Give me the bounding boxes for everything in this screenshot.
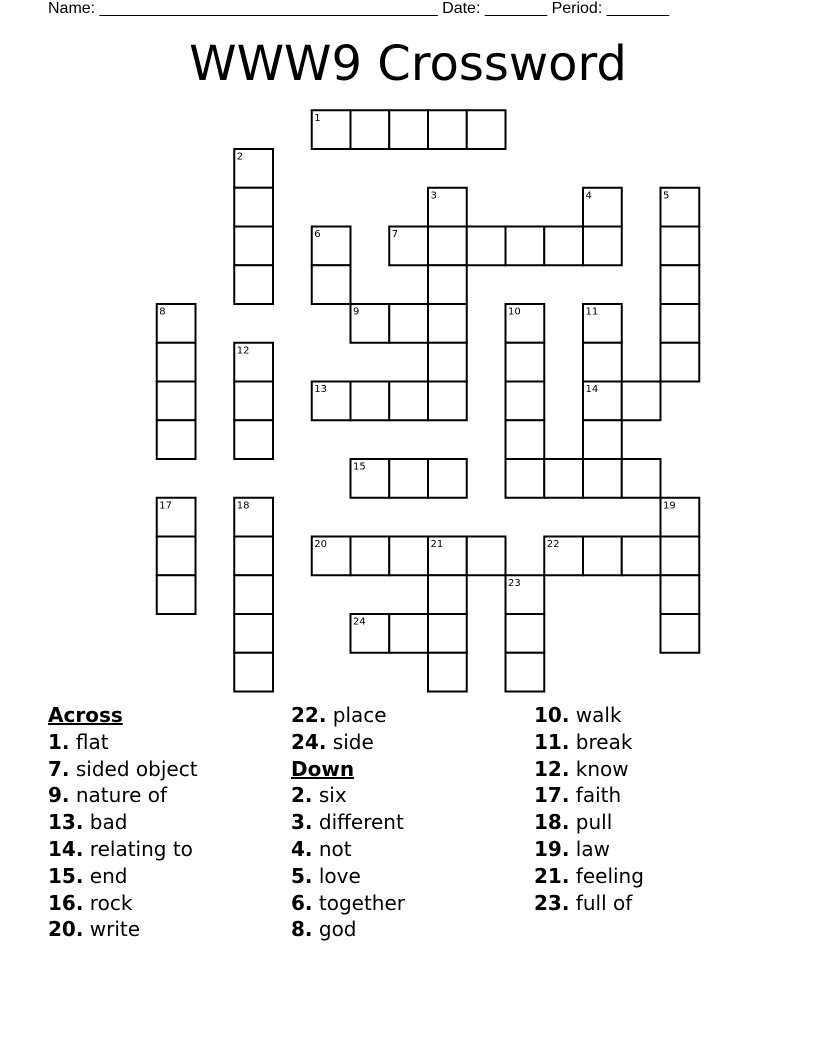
grid-cell[interactable] — [428, 459, 467, 498]
cell-number: 6 — [314, 229, 321, 240]
clue-number: 20. — [48, 917, 84, 942]
clue-number: 17. — [534, 783, 570, 808]
cell-number: 22 — [546, 539, 560, 550]
grid-cell[interactable] — [506, 459, 545, 498]
grid-cell[interactable] — [351, 537, 390, 576]
clue-down-6 — [291, 890, 405, 917]
grid-cell[interactable] — [428, 653, 467, 692]
grid-cell[interactable] — [661, 304, 700, 343]
grid-cell[interactable] — [157, 498, 196, 537]
clue-number: 12. — [534, 756, 570, 781]
grid-cell[interactable] — [506, 304, 545, 343]
clue-across-15 — [48, 863, 198, 890]
clue-number: 18. — [534, 810, 570, 835]
clue-down-3 — [291, 809, 405, 836]
clue-down-21 — [534, 863, 644, 890]
clue-down-10 — [534, 702, 644, 729]
grid-cell[interactable] — [428, 343, 467, 382]
clue-number: 21. — [534, 863, 570, 888]
clue-text: full of — [575, 890, 633, 915]
grid-cell[interactable] — [389, 227, 428, 266]
grid-cell[interactable] — [428, 188, 467, 227]
clue-column-1 — [48, 702, 198, 943]
clue-text: flat — [75, 729, 109, 754]
clue-down-19 — [534, 836, 644, 863]
clue-down-18 — [534, 809, 644, 836]
grid-cell[interactable] — [661, 537, 700, 576]
clue-down-23 — [534, 890, 644, 917]
clue-across-9 — [48, 782, 198, 809]
cell-number: 15 — [353, 461, 366, 473]
clue-text: god — [318, 917, 357, 942]
clue-across-16 — [48, 890, 198, 917]
grid-cell[interactable] — [506, 382, 545, 421]
clue-down-4 — [291, 836, 405, 863]
clue-number: 15. — [48, 863, 84, 888]
cell-number: 10 — [508, 306, 521, 318]
grid-cell[interactable] — [234, 537, 273, 576]
grid-cell[interactable] — [506, 420, 545, 459]
grid-cell[interactable] — [544, 537, 583, 576]
cell-number: 5 — [663, 190, 670, 202]
grid-cell[interactable] — [583, 459, 622, 498]
grid-cell[interactable] — [157, 382, 196, 421]
cell-number: 3 — [430, 190, 437, 202]
grid-cell[interactable] — [351, 110, 390, 149]
clue-down-17 — [534, 782, 644, 809]
grid-cell[interactable] — [661, 614, 700, 653]
cell-number: 14 — [585, 384, 599, 395]
clue-text: faith — [575, 783, 622, 808]
clue-text: end — [89, 863, 128, 888]
grid-cell[interactable] — [583, 227, 622, 266]
clue-text: place — [332, 703, 387, 727]
grid-cell[interactable] — [583, 382, 622, 421]
cell-number: 7 — [391, 229, 399, 240]
grid-cell[interactable] — [428, 227, 467, 266]
clue-text: love — [318, 863, 361, 888]
grid-cell[interactable] — [583, 343, 622, 382]
clue-number: 6. — [291, 890, 313, 915]
grid-cell[interactable] — [351, 459, 390, 498]
grid-cell[interactable] — [506, 575, 545, 614]
grid-cell[interactable] — [467, 110, 506, 149]
across-heading: Across — [48, 703, 123, 727]
grid-cell[interactable] — [389, 110, 428, 149]
grid-cell[interactable] — [428, 614, 467, 653]
grid-cell[interactable] — [157, 420, 196, 459]
cell-number: 21 — [430, 539, 444, 550]
clue-across-7 — [48, 756, 198, 783]
cell-number: 12 — [236, 345, 250, 357]
clue-text: break — [575, 729, 633, 754]
clue-text: rock — [89, 890, 133, 915]
cell-number: 11 — [585, 306, 599, 318]
grid-cell[interactable] — [428, 265, 467, 304]
clue-text: not — [318, 836, 352, 861]
cell-number: 8 — [159, 306, 166, 318]
clue-across-24 — [291, 729, 405, 756]
clue-number: 4. — [291, 836, 313, 861]
grid-cell[interactable] — [312, 227, 351, 266]
grid-cell[interactable] — [234, 420, 273, 459]
cell-number: 13 — [314, 384, 327, 395]
clue-number: 23. — [534, 890, 570, 915]
grid-cell[interactable] — [389, 304, 428, 343]
grid-cell[interactable] — [661, 188, 700, 227]
grid-cell[interactable] — [544, 459, 583, 498]
clue-number: 8. — [291, 917, 313, 942]
clue-number: 16. — [48, 890, 84, 915]
grid-cell[interactable] — [234, 188, 273, 227]
grid-cell[interactable] — [312, 110, 351, 149]
clue-number: 9. — [48, 783, 70, 808]
cell-number: 23 — [508, 577, 521, 589]
clue-across-13 — [48, 809, 198, 836]
clue-number: 24. — [291, 729, 327, 754]
clue-number: 3. — [291, 810, 313, 835]
clue-number: 22. — [291, 703, 327, 727]
grid-cell[interactable] — [234, 343, 273, 382]
cell-number: 18 — [236, 500, 250, 512]
grid-cell[interactable] — [351, 382, 390, 421]
clue-across-20 — [48, 916, 198, 943]
clue-down-8 — [291, 916, 405, 943]
grid-cell[interactable] — [428, 575, 467, 614]
cell-number: 9 — [353, 306, 360, 318]
grid-cell[interactable] — [351, 614, 390, 653]
clue-text: nature of — [75, 783, 168, 808]
grid-cell[interactable] — [467, 227, 506, 266]
cell-number: 4 — [585, 190, 592, 202]
grid-cell[interactable] — [622, 382, 661, 421]
grid-cell[interactable] — [157, 575, 196, 614]
clue-text: together — [318, 890, 405, 915]
grid-cell[interactable] — [661, 575, 700, 614]
grid-cell[interactable] — [312, 537, 351, 576]
clue-text: feeling — [575, 863, 644, 888]
grid-cell[interactable] — [661, 227, 700, 266]
grid-cell[interactable] — [389, 459, 428, 498]
clue-text: bad — [89, 810, 128, 835]
grid-cell[interactable] — [661, 498, 700, 537]
grid-cell[interactable] — [544, 227, 583, 266]
clue-text: walk — [575, 703, 622, 727]
cell-number: 17 — [159, 500, 172, 512]
clue-down-12 — [534, 756, 644, 783]
grid-cell[interactable] — [234, 614, 273, 653]
page-title: WWW9 Crossword — [189, 36, 627, 92]
cell-number: 1 — [314, 112, 321, 124]
clue-number: 11. — [534, 729, 570, 754]
clue-column-2 — [291, 702, 405, 943]
clue-text: write — [89, 917, 141, 942]
grid-cell[interactable] — [583, 304, 622, 343]
grid-cell[interactable] — [506, 227, 545, 266]
clue-down-11 — [534, 729, 644, 756]
clue-text: pull — [575, 810, 613, 835]
grid-cell[interactable] — [506, 614, 545, 653]
grid-cell[interactable] — [506, 343, 545, 382]
grid-cell[interactable] — [661, 343, 700, 382]
clue-text: side — [332, 729, 374, 754]
clue-across-22 — [291, 702, 405, 729]
clue-column-3 — [534, 702, 644, 916]
grid-cell[interactable] — [583, 420, 622, 459]
grid-cell[interactable] — [234, 149, 273, 188]
cell-number: 20 — [314, 539, 327, 550]
clue-text: different — [318, 810, 404, 835]
grid-cell[interactable] — [622, 537, 661, 576]
clue-number: 2. — [291, 783, 313, 808]
grid-cell[interactable] — [312, 265, 351, 304]
grid-cell[interactable] — [428, 537, 467, 576]
clue-down-5 — [291, 863, 405, 890]
grid-cell[interactable] — [506, 653, 545, 692]
grid-cell[interactable] — [622, 459, 661, 498]
clue-number: 13. — [48, 810, 84, 835]
clue-text: know — [575, 756, 629, 781]
cell-number: 19 — [663, 500, 676, 512]
student-info-line: Name: ______________________________________ Date: _______ Period: _______ — [48, 0, 670, 17]
grid-cell[interactable] — [234, 575, 273, 614]
clue-text: law — [575, 836, 610, 861]
cell-number: 24 — [353, 616, 366, 628]
clue-number: 1. — [48, 729, 70, 754]
clue-across-1 — [48, 729, 198, 756]
grid-cell[interactable] — [234, 498, 273, 537]
clue-text: sided object — [75, 756, 198, 781]
clue-number: 7. — [48, 756, 70, 781]
grid-cell[interactable] — [157, 343, 196, 382]
grid-cell[interactable] — [661, 265, 700, 304]
grid-cell[interactable] — [234, 653, 273, 692]
down-heading: Down — [291, 756, 355, 781]
grid-cell[interactable] — [157, 537, 196, 576]
grid-cell[interactable] — [583, 188, 622, 227]
clue-number: 5. — [291, 863, 313, 888]
cell-number: 2 — [236, 151, 244, 163]
clue-across-14 — [48, 836, 198, 863]
grid-cell[interactable] — [234, 382, 273, 421]
clue-number: 19. — [534, 836, 570, 861]
grid-cell[interactable] — [583, 537, 622, 576]
clue-number: 10. — [534, 703, 570, 727]
grid-cell[interactable] — [389, 382, 428, 421]
grid-cell[interactable] — [351, 304, 390, 343]
clue-text: six — [318, 783, 347, 808]
grid-cell[interactable] — [234, 227, 273, 266]
grid-cell[interactable] — [428, 382, 467, 421]
grid-cell[interactable] — [157, 304, 196, 343]
grid-cell[interactable] — [467, 537, 506, 576]
clue-down-2 — [291, 782, 405, 809]
grid-cell[interactable] — [389, 614, 428, 653]
grid-cell[interactable] — [234, 265, 273, 304]
grid-cell[interactable] — [312, 382, 351, 421]
clue-text: relating to — [89, 836, 193, 861]
grid-cell[interactable] — [428, 304, 467, 343]
clue-number: 14. — [48, 836, 84, 861]
grid-cell[interactable] — [428, 110, 467, 149]
grid-cell[interactable] — [389, 537, 428, 576]
